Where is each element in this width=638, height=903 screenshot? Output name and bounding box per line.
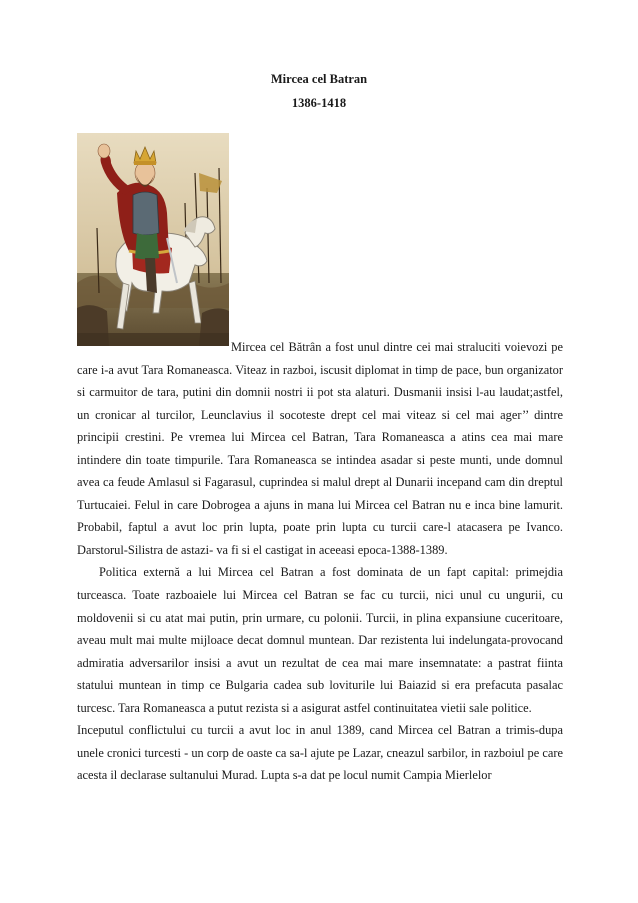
document-title: Mircea cel Batran (270, 72, 368, 86)
document-years: 1386-1418 (291, 96, 347, 110)
paragraph-2: Politica externă a lui Mircea cel Batran a fost dominata de un fapt capital: primejdia turceasca. Toate razboaiele lui Mircea cel Batran se fac cu turcii, nici unul cu ungurii, cu moldovenii si cu atat mai putin, prin urmare, cu polonii. Turcii, in plina expansiune cuceritoare, aveau mult mai multe mijloace decat domnul muntean. Dar rezistenta lui indelungata-provocand admiratia adversarilor insisi a avut un rezultat de cea mai mare insemnatate: a pastrat fiinta statului muntean in timp ce Bulgaria cadea sub loviturile lui Baiazid si era prefacuta pasalac turcesc. Tara Romaneasca a putut rezista si a asigurat astfel continuitatea vietii sale politice. (77, 565, 563, 715)
paragraph-3: Inceputul conflictului cu turcii a avut loc in anul 1389, cand Mircea cel Batran a trimis-dupa unele cronici turcesti - un corp de oaste ca sa-l ajute pe Lazar, cneazul sarbilor, in razboiul pe care acesta il declarase sultanului Murad. Lupta s-a dat pe locul numit Campia Mierlelor (77, 723, 563, 783)
paragraph-1: Mircea cel Bătrân a fost unul dintre cei mai straluciti voievozi pe care i-a avut Tara Romaneasca. Viteaz in razboi, iscusit diplomat in timp de pace, bun organizator si carmuitor de tara, putini din domnii nostri ii pot sta alaturi. Dusmanii insisi l-au laudat;astfel, un cronicar al turcilor, Leunclavius il socoteste drept cel mai viteaz si cel mai ager’’ dintre principii crestini. Pe vremea lui Mircea cel Batran, Tara Romaneasca a atins cea mai mare intindere din toate timpurile. Tara Romaneasca se intindea asadar si peste munti, unde domnul avea ca feude Amlasul si Fagarasul, cuprindea si malul drept al Dunarii incepand cam din dreptul Turtucaiei. Felul in care Dobrogea a ajuns in mana lui Mircea cel Batran nu e inca bine lamurit. Probabil, faptul a avut loc prin lupta, poate prin lupta cu turcii care-l atacasera pe Ivanco. Darstorul-Silistra de astazi- va fi si el castigat in aceeasi epoca-1388-1389. (77, 340, 563, 557)
mircea-portrait-image (77, 133, 229, 346)
body-text (77, 336, 563, 787)
image-wrap-spacer (77, 336, 231, 344)
